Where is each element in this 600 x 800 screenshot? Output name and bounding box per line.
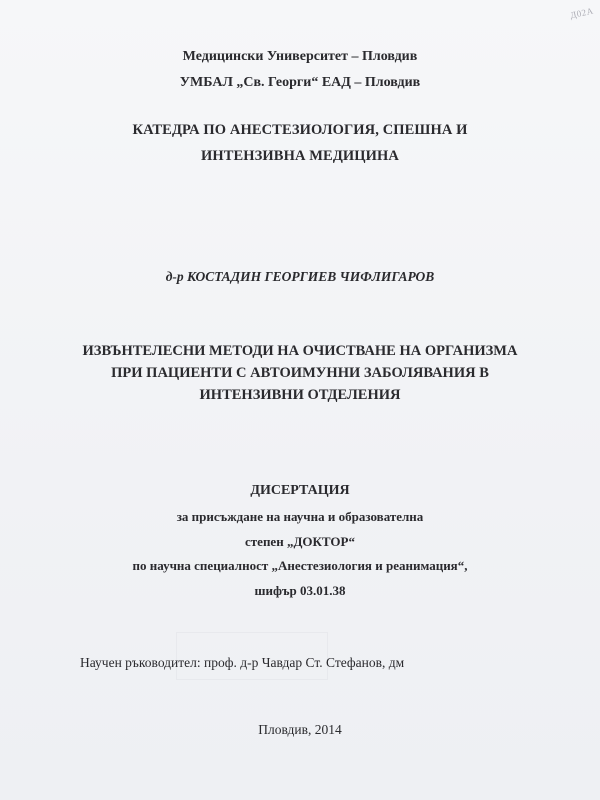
- thesis-title-line-3: ИНТЕНЗИВНИ ОТДЕЛЕНИЯ: [199, 387, 401, 403]
- dissertation-line-1: за присъждане на научна и образователна: [176, 509, 424, 524]
- department-line-2: ИНТЕНЗИВНА МЕДИЦИНА: [201, 148, 399, 164]
- dissertation-line-4: шифър 03.01.38: [254, 583, 346, 598]
- dissertation-heading: ДИСЕРТАЦИЯ: [250, 483, 350, 498]
- university-name: Медицински Университет – Пловдив: [182, 49, 418, 64]
- thesis-title-line-2: ПРИ ПАЦИЕНТИ С АВТОИМУННИ ЗАБОЛЯВАНИЯ В: [111, 365, 489, 381]
- dissertation-line-2: степен „ДОКТОР“: [245, 534, 355, 549]
- hospital-name: УМБАЛ „Св. Георги“ ЕАД – Пловдив: [179, 75, 421, 90]
- corner-handwritten-mark: Д02А: [569, 5, 595, 21]
- supervisor-line: Научен ръководител: проф. д-р Чавдар Ст. Стефанов, дм: [80, 655, 405, 670]
- department-line-1: КАТЕДРА ПО АНЕСТЕЗИОЛОГИЯ, СПЕШНА И: [132, 122, 468, 138]
- thesis-title-line-1: ИЗВЪНТЕЛЕСНИ МЕТОДИ НА ОЧИСТВАНЕ НА ОРГАНИЗМА: [82, 343, 518, 359]
- place-and-year: Пловдив, 2014: [258, 722, 342, 737]
- author-name: д-р КОСТАДИН ГЕОРГИЕВ ЧИФЛИГАРОВ: [165, 269, 435, 284]
- dissertation-line-3: по научна специалност „Анестезиология и реанимация“,: [132, 558, 468, 573]
